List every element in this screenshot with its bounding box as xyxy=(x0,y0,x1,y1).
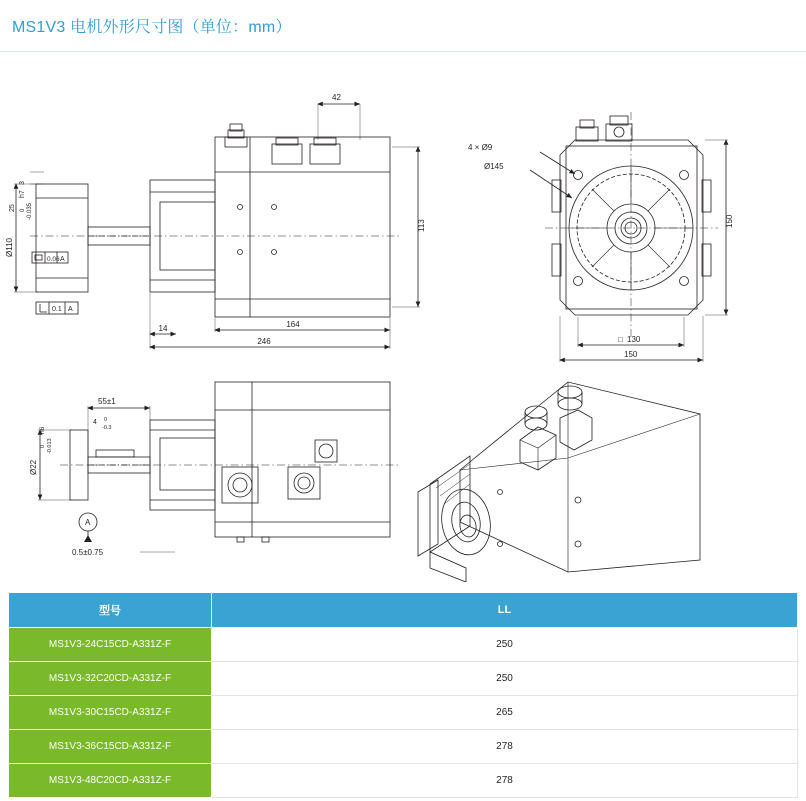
dim-3: 3 xyxy=(19,181,26,185)
view-isometric xyxy=(418,382,700,582)
gtol-flatness-value: 0.06 xyxy=(47,256,60,263)
page-title: MS1V3 电机外形尺寸图（单位：mm） xyxy=(12,19,292,36)
dim-d22-tol-lower: -0.013 xyxy=(47,438,53,454)
model-spec-table xyxy=(8,592,798,798)
table-row xyxy=(9,764,798,798)
gtol-flatness xyxy=(32,252,68,263)
dim-d110-tol-upper: 0 xyxy=(20,208,26,212)
dim-4: 4 xyxy=(93,419,97,426)
view-flange-end xyxy=(468,112,734,362)
dim-130: 130 xyxy=(627,335,641,344)
dim-d110: Ø110 xyxy=(5,238,14,257)
dim-150-right: 150 xyxy=(725,214,734,228)
dim-4-tol-upper: 0 xyxy=(104,417,108,423)
gtol-flatness-datum: A xyxy=(60,256,65,263)
datum-a-label: A xyxy=(85,518,91,527)
dimension-drawing xyxy=(0,52,806,582)
dim-d22: Ø22 xyxy=(29,459,38,475)
table-header-row xyxy=(9,593,798,628)
table-cell-ll: 250 xyxy=(212,662,798,696)
table-row xyxy=(9,628,798,662)
table-cell-model: MS1V3-36C15CD-A331Z-F xyxy=(9,730,212,764)
table-header-model: 型号 xyxy=(9,593,212,628)
datum-a-marker xyxy=(79,513,97,542)
table-row xyxy=(9,662,798,696)
dim-4-tol-lower: -0.3 xyxy=(102,425,112,431)
dim-square-symbol: □ xyxy=(618,335,623,344)
dim-05: 0.5±0.75 xyxy=(72,548,104,557)
table-header-ll: LL xyxy=(212,593,798,628)
dim-d110-fit: h7 xyxy=(19,190,26,198)
view-shaft-detail xyxy=(29,382,400,557)
gtol-perpendicularity xyxy=(36,302,78,314)
dim-42: 42 xyxy=(332,93,341,102)
table-cell-ll: 250 xyxy=(212,628,798,662)
dim-d110-tol-lower: -0.035 xyxy=(27,202,33,220)
table-cell-ll: 265 xyxy=(212,696,798,730)
table-cell-model: MS1V3-48C20CD-A331Z-F xyxy=(9,764,212,798)
dim-4x9: 4 × Ø9 xyxy=(468,143,493,152)
gtol-perp-datum: A xyxy=(68,306,73,313)
dim-150-bottom: 150 xyxy=(624,350,638,359)
dim-246: 246 xyxy=(257,337,271,346)
gtol-perp-value: 0.1 xyxy=(52,306,62,313)
dim-113: 113 xyxy=(417,219,426,232)
dim-164: 164 xyxy=(286,320,300,329)
page-header xyxy=(0,0,806,52)
dim-25: 25 xyxy=(9,204,16,212)
dim-14: 14 xyxy=(158,324,168,333)
dim-55: 55±1 xyxy=(98,397,116,406)
table-cell-model: MS1V3-32C20CD-A331Z-F xyxy=(9,662,212,696)
dim-d22-fit: h6 xyxy=(39,426,46,434)
table-cell-model: MS1V3-24C15CD-A331Z-F xyxy=(9,628,212,662)
dim-d22-tol-upper: 0 xyxy=(40,444,46,448)
drawing-canvas xyxy=(0,52,806,582)
dim-d145: Ø145 xyxy=(484,162,504,171)
table-row xyxy=(9,730,798,764)
table-row xyxy=(9,696,798,730)
table-cell-ll: 278 xyxy=(212,730,798,764)
view-front-side xyxy=(5,93,426,349)
table-cell-ll: 278 xyxy=(212,764,798,798)
table-cell-model: MS1V3-30C15CD-A331Z-F xyxy=(9,696,212,730)
